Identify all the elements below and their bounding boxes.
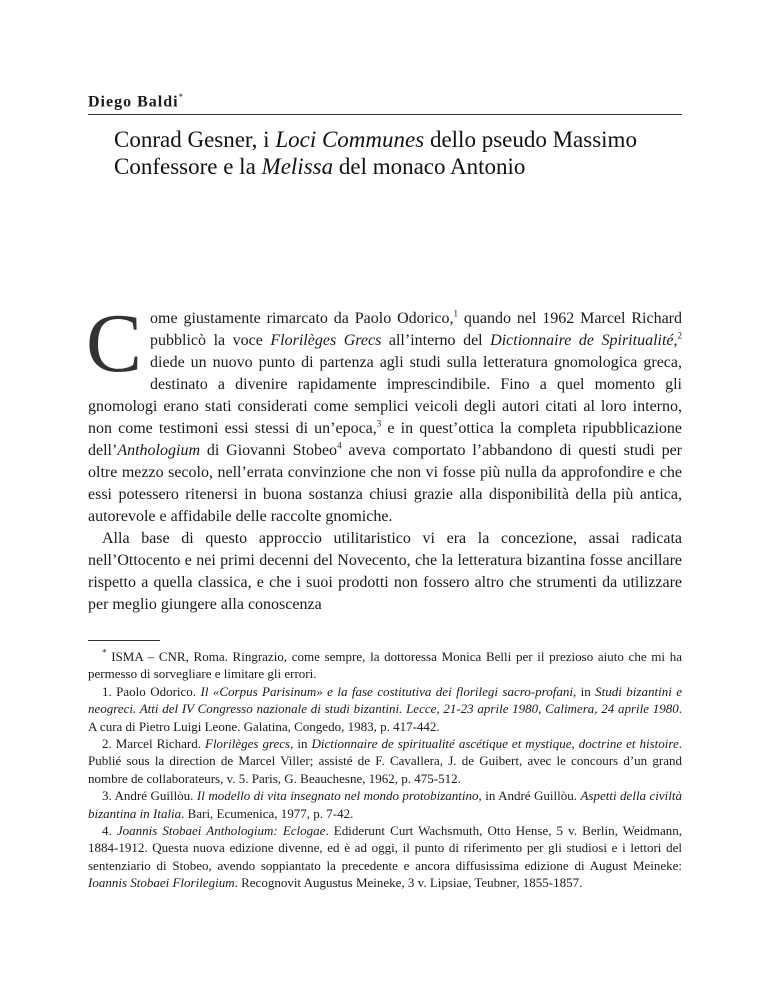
footnote-ref-2: 2 (677, 330, 683, 341)
paragraph-1: Come giustamente rimarcato da Paolo Odorico,$^1$ quando nel 1962 Marcel Richard pubblicò la voce Florilèges Grecs all’interno del Dictionnaire de Spiritualité,$^2$ diede un nuovo punto di partenza agli studi sulla letteratura gnomologica greca, destinato a divenire rapidamente imprescindibile. Fino a quel momento gli gnomologi erano stati considerati come semplici veicoli degli autori citati al loro interno, non come testimoni essi stessi di un’epoca,$^3$ e in quest’ottica la completa ripubblicazione dell’Anthologium di Giovanni Stobeo$^4$ aveva comportato l’abbandono di questi studi per oltre mezzo secolo, nell’errata convinzione che non vi fosse più nulla da approfondire e che essi potessero ritenersi in buona sostanza chiusi grazie alla disponibilità della più antica, autorevole e affidabile delle raccolte gnomiche. (86, 297, 683, 525)
title-line-2: Confessore e la Melissa del monaco Antonio (114, 154, 526, 179)
footnote-2: 2. Marcel Richard. Florilèges grecs, in Dictionnaire de spiritualité ascétique et mystique, doctrine et histoire. Publié sous la direction de Marcel Viller; assisté de F. Cavallera, J. de Guibert, avec le concours d’un grand nombre de collaborateurs, v. 5. Paris, G. Beauchesne, 1962, p. 475-512. (88, 736, 682, 786)
author-text: Diego Baldi (88, 93, 179, 111)
footnotes (88, 648, 682, 892)
paragraph-2: Alla base di questo approccio utilitaristico vi era la concezione, assai radicata nell’Ottocento e nei primi decenni del Novecento, che la letteratura bizantina fosse ancillare rispetto a quella classica, e che i suoi prodotti non fossero altro che strumenti da utilizzare per meglio giungere alla conoscenza (88, 530, 682, 613)
footnote-ref-1: 1 (453, 308, 459, 319)
footnote-rule (88, 640, 160, 641)
footnote-3: 3. André Guillòu. Il modello di vita insegnato nel mondo protobizantino, in André Guillòu. Aspetti della civiltà bizantina in Italia. Bari, Ecumenica, 1977, p. 7-42. (88, 788, 683, 821)
footnote-ref-3: 3 (376, 418, 382, 429)
body-text (86, 297, 683, 616)
drop-cap: C (86, 297, 143, 390)
article-title (114, 126, 694, 180)
title-line-1: Conrad Gesner, i Loci Communes dello pseudo Massimo (114, 127, 637, 152)
header-rule (88, 114, 682, 115)
footnote-author: * ISMA – CNR, Roma. Ringrazio, come sempre, la dottoressa Monica Belli per il prezioso aiuto che mi ha permesso di sorvegliare e limitare gli errori. (88, 647, 682, 682)
author-name (88, 92, 184, 111)
footnote-4: 4. Joannis Stobaei Anthologium: Eclogae. Ediderunt Curt Wachsmuth, Otto Hense, 5 v. Berlin, Weidmann, 1884-1912. Questa nuova edizione divenne, ed è ad oggi, il punto di riferimento per gli studiosi e i lettori del sentenziario di Stobeo, avendo soppiantato la precedente e ancora diffusissima edizione di August Meineke: Ioannis Stobaei Florilegium. Recognovit Augustus Meineke, 3 v. Lipsiae, Teubner, 1855-1857. (88, 823, 683, 891)
footnote-ref-4: 4 (337, 440, 342, 451)
footnote-1: 1. Paolo Odorico. Il «Corpus Parisinum» e la fase costitutiva dei florilegi sacro-profani, in Studi bizantini e neogreci. Atti del IV Congresso nazionale di studi bizantini. Lecce, 21-23 aprile 1980, Calimera, 24 aprile 1980. A cura di Pietro Luigi Leone. Galatina, Congedo, 1983, p. 417-442. (88, 683, 682, 734)
author-footnote-mark: * (178, 92, 185, 102)
